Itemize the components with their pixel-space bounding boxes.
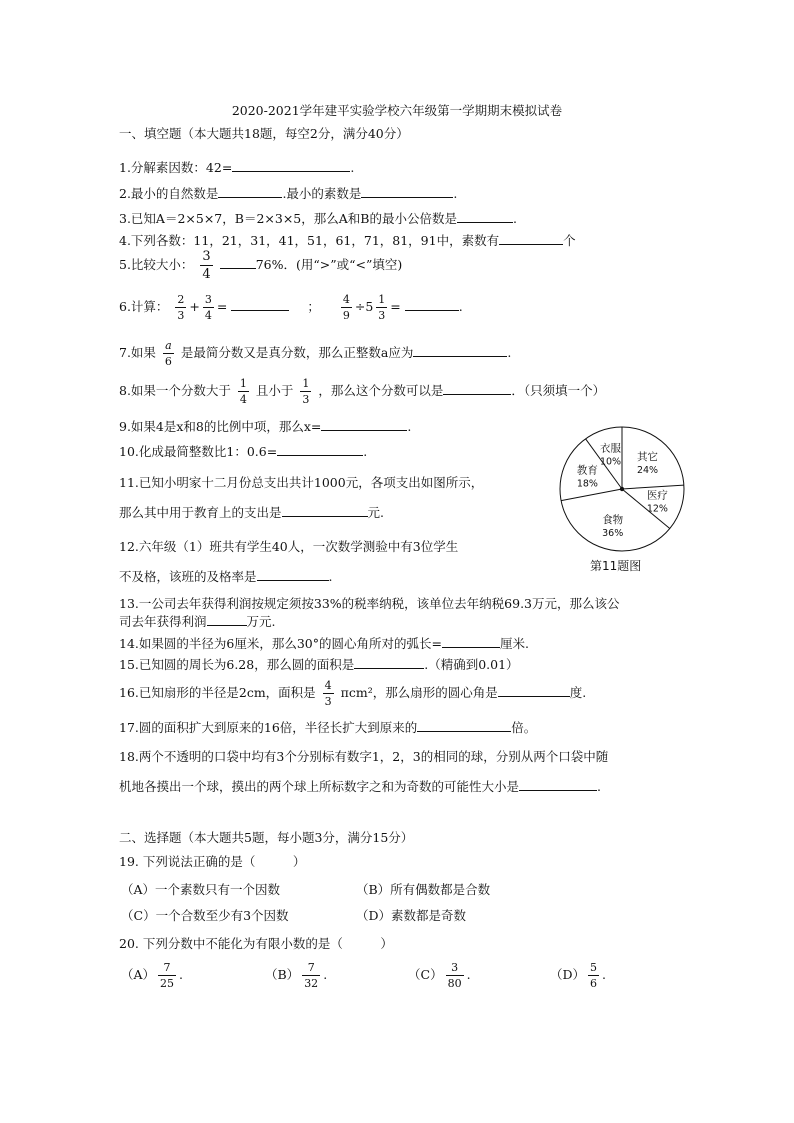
option-end: . [602, 967, 607, 982]
q18-end: . [597, 779, 601, 794]
q5-text-b: 76%．(用“>”或“<”填空) [255, 257, 403, 272]
section1-heading: 一、填空题（本大题共18题，每空2分，满分40分） [119, 126, 409, 141]
q19-option-b[interactable]: （B）所有偶数都是合数 [356, 882, 491, 897]
q8-fraction-2: $\frac{1}{3}$ [302, 377, 310, 406]
pie-slice-label: 其它 [637, 450, 658, 463]
question-12-line-2 [119, 567, 333, 585]
option-end: . [179, 967, 184, 982]
answer-blank[interactable] [257, 567, 329, 581]
page-title: 2020-2021学年建平实验学校六年级第一学期期末模拟试卷 [231, 103, 563, 118]
question-9 [119, 417, 411, 435]
pie-slice-label: 医疗 [646, 489, 668, 502]
q6-fraction-1: $\frac{2}{3}$ [177, 293, 185, 322]
pie-center-dot [620, 487, 624, 491]
q11-end: 元. [367, 505, 384, 520]
option-label: （C） [408, 967, 443, 982]
q12-end: . [328, 569, 333, 584]
q6-mixed-number [365, 294, 390, 321]
answer-blank[interactable] [417, 718, 511, 732]
q15-text: 15.已知圆的周长为6.28，那么圆的面积是 [119, 657, 355, 672]
answer-blank[interactable] [218, 184, 282, 198]
q16-end: 度. [569, 685, 587, 700]
question-14 [119, 634, 529, 652]
option-fraction: $\frac{7}{25}$ [160, 961, 175, 990]
question-4 [119, 231, 576, 249]
question-5 [119, 250, 402, 281]
q16-text-b: πcm²，那么扇形的圆心角是 [340, 685, 498, 700]
q6-separator: ； [307, 299, 320, 314]
pie-slice-value: 36% [602, 528, 624, 539]
answer-blank[interactable] [499, 231, 563, 245]
answer-blank[interactable] [232, 158, 350, 172]
q3-text: 3.已知A＝2×5×7，B＝2×3×5，那么A和B的最小公倍数是 [119, 211, 457, 226]
answer-blank[interactable] [231, 297, 289, 311]
q14-end: 厘米. [499, 636, 529, 651]
q6-whole: 5 [365, 299, 374, 314]
answer-blank[interactable] [277, 442, 363, 456]
option-label: （A） [121, 967, 156, 982]
q17-end: 倍。 [511, 720, 537, 735]
option-end: . [466, 967, 471, 982]
q17-text: 17.圆的面积扩大到原来的16倍，半径长扩大到原来的 [119, 720, 418, 735]
question-11-line-1: 11.已知小明家十二月份总支出共计1000元，各项支出如图所示， [119, 475, 484, 490]
answer-blank[interactable] [405, 297, 459, 311]
question-15 [119, 655, 519, 673]
q6-equals-2: = [390, 299, 401, 314]
answer-blank[interactable] [457, 209, 513, 223]
answer-blank[interactable] [354, 655, 424, 669]
q19-option-a[interactable]: （A）一个素数只有一个因数 [121, 882, 281, 897]
option-label: （B） [265, 967, 300, 982]
pie-slice-label: 食物 [602, 514, 624, 526]
answer-blank[interactable] [207, 612, 247, 626]
q4-text: 4.下列各数：11，21，31，41，51，61，71，81，91中，素数有 [119, 233, 500, 248]
q7-text-b: 是最简分数又是真分数，那么正整数a应为 [180, 345, 414, 360]
q7-text-a: 7.如果 [119, 345, 156, 360]
answer-blank[interactable] [282, 503, 368, 517]
q6-fraction-3: $\frac{4}{9}$ [342, 293, 350, 322]
answer-blank[interactable] [443, 381, 511, 395]
question-3 [119, 209, 517, 227]
q12-text: 不及格，该班的及格率是 [119, 569, 257, 584]
q16-fraction: $\frac{4}{3}$ [324, 679, 332, 708]
q19-option-c[interactable]: （C）一个合数至少有3个因数 [121, 908, 289, 923]
q20-option-b[interactable] [265, 962, 327, 989]
q6-text-a: 6.计算： [119, 299, 169, 314]
question-10 [119, 442, 367, 460]
q11-text: 那么其中用于教育上的支出是 [119, 505, 282, 520]
q8-fraction-1: $\frac{1}{4}$ [239, 377, 247, 406]
q5-text-a: 5.比较大小： [119, 257, 194, 272]
pie-slice-label: 教育 [576, 464, 598, 477]
question-13-line-2 [119, 612, 276, 630]
question-19-stem: 19. 下列说法正确的是（ ） [119, 854, 306, 869]
q6-divide: ÷ [354, 299, 366, 314]
q8-text-b: 且小于 [255, 383, 294, 398]
question-18-line-1: 18.两个不透明的口袋中均有3个分别标有数字1，2，3的相同的球，分别从两个口袋中随 [119, 749, 609, 764]
q20-option-d[interactable] [550, 962, 606, 989]
q1-text: 1.分解素因数：42= [119, 160, 233, 175]
section2-heading: 二、选择题（本大题共5题，每小题3分，满分15分） [119, 830, 414, 845]
answer-blank[interactable] [361, 184, 453, 198]
question-17 [119, 718, 536, 736]
option-label: （D） [550, 967, 586, 982]
question-20-stem: 20. 下列分数中不能化为有限小数的是（ ） [119, 936, 393, 951]
pie-slice-value: 12% [646, 503, 668, 515]
q9-text: 9.如果4是x和8的比例中项，那么x= [119, 419, 322, 434]
q14-text: 14.如果圆的半径为6厘米，那么30°的圆心角所对的弧长= [119, 636, 442, 651]
option-fraction: $\frac{5}{6}$ [590, 961, 598, 990]
q20-option-c[interactable] [408, 962, 471, 989]
option-fraction: $\frac{7}{32}$ [304, 961, 319, 990]
answer-blank[interactable] [519, 777, 597, 791]
expense-pie-chart [547, 414, 697, 564]
question-12-line-1: 12.六年级（1）班共有学生40人，一次数学测验中有3位学生 [119, 539, 459, 554]
option-fraction: $\frac{3}{80}$ [447, 961, 462, 990]
q13-end: 万元. [246, 614, 276, 629]
q7-end: . [507, 345, 512, 360]
question-16 [119, 680, 586, 707]
question-6 [119, 294, 463, 321]
answer-blank[interactable] [442, 634, 500, 648]
q2-text-a: 2.最小的自然数是 [119, 186, 219, 201]
option-end: . [323, 967, 328, 982]
pie-slice-value: 24% [636, 464, 659, 476]
q6-end: . [458, 299, 463, 314]
q19-option-d[interactable]: （D）素数都是奇数 [356, 908, 467, 923]
answer-blank[interactable] [413, 343, 507, 357]
q10-end: . [363, 444, 368, 459]
pie-slice-value: 10% [599, 456, 622, 468]
q18-text: 机地各摸出一个球，摸出的两个球上所标数字之和为奇数的可能性大小是 [119, 779, 520, 794]
q6-equals: = [216, 299, 228, 314]
q6-fraction-2: $\frac{3}{4}$ [204, 293, 212, 322]
q2-text-b: .最小的素数是 [282, 186, 362, 201]
q1-end: . [350, 160, 355, 175]
q4-end: 个 [563, 233, 576, 248]
answer-blank[interactable] [321, 417, 407, 431]
q6-plus: + [189, 299, 200, 314]
q16-text-a: 16.已知扇形的半径是2cm，面积是 [119, 685, 316, 700]
question-7 [119, 340, 511, 367]
answer-blank[interactable] [498, 683, 570, 697]
q9-end: . [407, 419, 412, 434]
q6-fraction-4: $\frac{1}{3}$ [378, 293, 386, 322]
question-2 [119, 184, 457, 202]
q8-end: ．（只须填一个） [511, 383, 606, 398]
q3-end: . [512, 211, 517, 226]
q13-text: 司去年获得利润 [119, 614, 207, 629]
q7-fraction: $\frac{a}{6}$ [164, 339, 172, 368]
pie-slice-label: 衣服 [600, 442, 621, 455]
question-1 [119, 158, 354, 176]
q20-option-a[interactable] [121, 962, 183, 989]
question-18-line-2 [119, 777, 601, 795]
q8-text-c: ，那么这个分数可以是 [318, 383, 444, 398]
question-11-line-2 [119, 503, 384, 521]
question-8 [119, 378, 605, 405]
q10-text: 10.化成最简整数比1：0.6= [119, 444, 278, 459]
q8-text-a: 8.如果一个分数大于 [119, 383, 231, 398]
pie-slice-value: 18% [576, 478, 598, 490]
q15-end: .（精确到0.01） [424, 657, 519, 672]
answer-blank[interactable] [220, 255, 256, 269]
q2-end: . [453, 186, 458, 201]
q5-fraction: $\frac{3}{4}$ [202, 249, 211, 282]
chart-caption: 第11题图 [590, 559, 642, 573]
question-13-line-1: 13.一公司去年获得利润按规定须按33%的税率纳税，该单位去年纳税69.3万元，那么该公 [119, 596, 620, 611]
